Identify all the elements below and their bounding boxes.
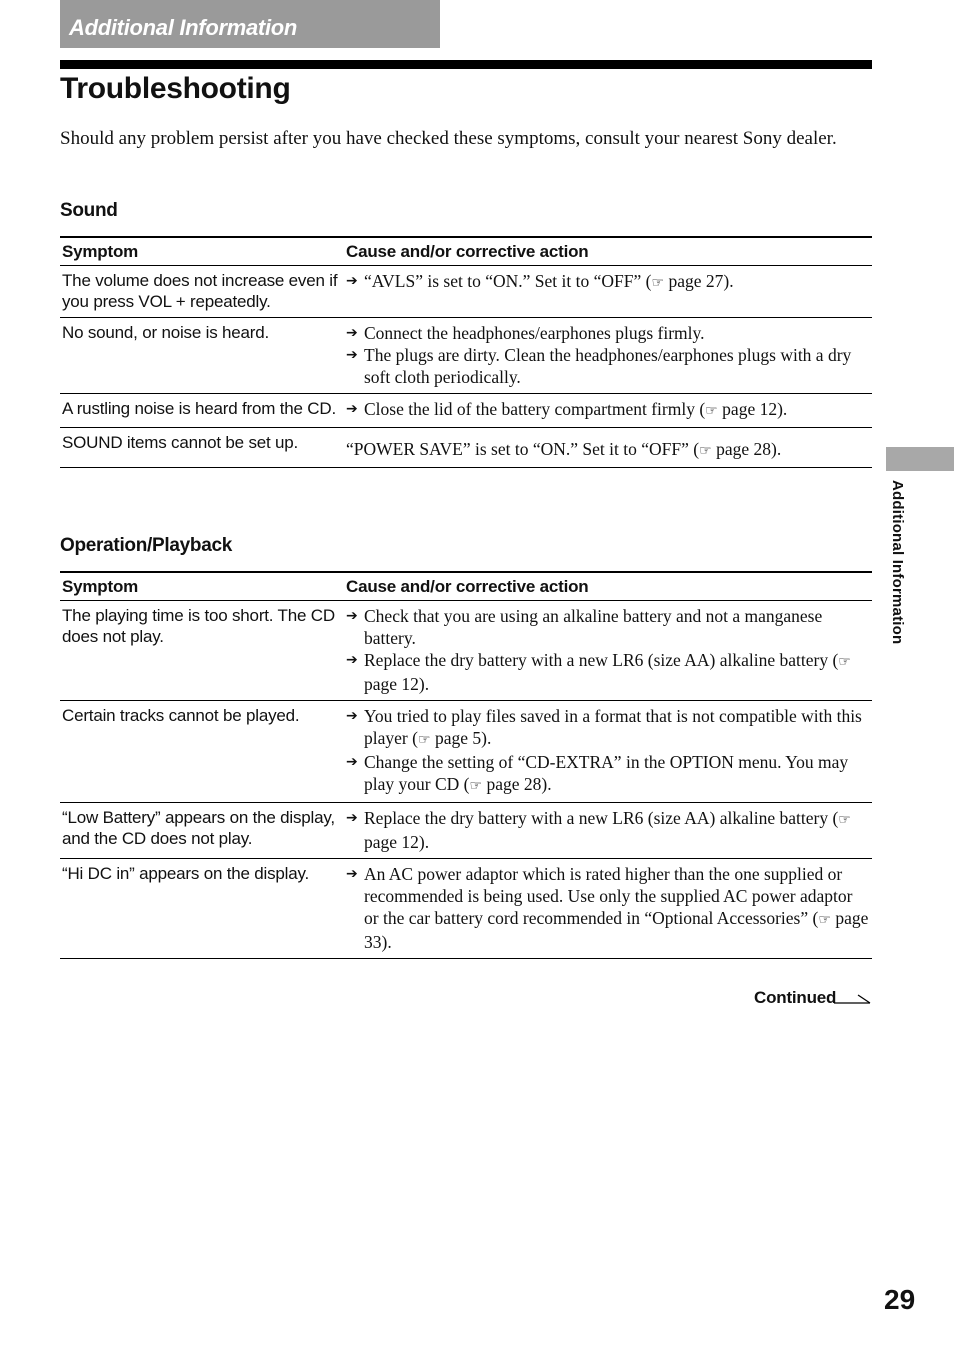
operation-table	[60, 571, 872, 959]
side-thumb-tab	[886, 447, 954, 471]
action-cell	[344, 318, 872, 394]
symptom-cell: The volume does not increase even if you press VOL + repeatedly.	[62, 271, 338, 311]
page-reference: page 12).	[722, 399, 788, 419]
symptom-cell: “Low Battery” appears on the display, and the CD does not play.	[62, 808, 335, 848]
pointing-hand-icon: ☞	[469, 778, 487, 794]
action-cell	[344, 394, 872, 428]
action-text-body: Change the setting of “CD-EXTRA” in the OPTION menu. You may play your CD (	[364, 752, 849, 794]
pointing-hand-icon: ☞	[705, 403, 723, 419]
page-reference: page 5).	[434, 728, 492, 748]
action-item	[346, 605, 870, 649]
action-text	[364, 399, 787, 419]
section-label: Additional Information	[69, 15, 298, 40]
action-cell	[344, 266, 872, 318]
page-reference: page 28).	[486, 774, 552, 794]
action-item	[346, 438, 870, 462]
page-reference: page 33).	[364, 908, 869, 952]
action-item	[346, 270, 870, 294]
action-item	[346, 863, 870, 953]
action-text	[364, 706, 862, 748]
action-item	[346, 649, 870, 695]
action-text-body: Replace the dry battery with a new LR6 (size AA) alkaline battery (	[364, 650, 839, 670]
action-text-body: Close the lid of the battery compartment firmly (	[364, 399, 706, 419]
operation-heading: Operation/Playback	[60, 535, 233, 556]
arrow-right-icon: ➔	[346, 810, 358, 826]
action-text-body: Check that you are using an alkaline battery and not a manganese battery.	[364, 606, 823, 648]
action-text-body: An AC power adaptor which is rated higher than the one supplied or recommended is being used. Use only the supplied AC power adaptor or the car battery cord recommended in “Optional Accessories” (	[364, 864, 853, 928]
action-text	[364, 323, 705, 343]
action-item	[346, 705, 870, 751]
arrow-right-icon: ➔	[346, 273, 358, 289]
table-row	[60, 266, 872, 318]
symptom-cell: Certain tracks cannot be played.	[62, 706, 300, 725]
symptom-column-header: Symptom	[62, 577, 139, 596]
action-cell	[344, 803, 872, 859]
action-text-body: Replace the dry battery with a new LR6 (size AA) alkaline battery (	[364, 808, 839, 828]
action-item	[346, 751, 870, 797]
table-header-row	[60, 572, 872, 601]
action-cell	[344, 701, 872, 803]
intro-paragraph: Should any problem persist after you have checked these symptoms, consult your nearest Sony dealer.	[60, 128, 837, 149]
arrow-right-icon: ➔	[346, 608, 358, 624]
action-text	[364, 271, 734, 291]
symptom-cell: A rustling noise is heard from the CD.	[62, 399, 336, 418]
symptom-cell: SOUND items cannot be set up.	[62, 433, 299, 452]
sound-table	[60, 236, 872, 468]
action-text-body: You tried to play files saved in a format that is not compatible with this player (	[364, 706, 862, 748]
table-row	[60, 394, 872, 428]
action-item	[346, 807, 870, 853]
arrow-right-icon: ➔	[346, 652, 358, 668]
table-row	[60, 859, 872, 959]
action-item	[346, 322, 870, 344]
pointing-hand-icon: ☞	[818, 912, 836, 928]
symptom-cell: “Hi DC in” appears on the display.	[62, 864, 310, 883]
arrow-right-icon: ➔	[346, 754, 358, 770]
pointing-hand-icon: ☞	[651, 275, 669, 291]
action-item	[346, 398, 870, 422]
action-text	[346, 439, 781, 459]
page-reference: page 12).	[364, 832, 430, 852]
action-text	[364, 606, 822, 648]
table-row	[60, 701, 872, 803]
table-header-row	[60, 237, 872, 266]
continued-label: Continued	[754, 988, 837, 1007]
action-text	[364, 345, 851, 387]
title-rule	[60, 60, 872, 69]
action-column-header: Cause and/or corrective action	[346, 242, 589, 261]
action-item	[346, 344, 870, 388]
arrow-right-icon: ➔	[346, 708, 358, 724]
action-text	[364, 864, 868, 952]
action-text	[364, 650, 851, 694]
action-column-header: Cause and/or corrective action	[346, 577, 589, 596]
arrow-right-icon: ➔	[346, 347, 358, 363]
sound-heading: Sound	[60, 200, 118, 221]
action-text	[364, 808, 851, 852]
action-text-body: The plugs are dirty. Clean the headphones/earphones plugs with a dry soft cloth periodically.	[364, 345, 852, 387]
action-text	[364, 752, 848, 794]
page-number: 29	[884, 1284, 916, 1315]
arrow-right-icon: ➔	[346, 401, 358, 417]
symptom-cell: No sound, or noise is heard.	[62, 323, 270, 342]
action-text-body: “AVLS” is set to “ON.” Set it to “OFF” (	[364, 271, 652, 291]
table-row	[60, 601, 872, 701]
side-section-label-text: Additional Information	[889, 480, 906, 645]
action-cell	[344, 601, 872, 701]
action-text-body: Connect the headphones/earphones plugs firmly.	[364, 323, 705, 343]
arrow-right-icon: ➔	[346, 866, 358, 882]
pointing-hand-icon: ☞	[699, 443, 717, 459]
section-tab	[60, 0, 440, 48]
continued-arrow-icon	[834, 993, 872, 1005]
symptom-cell: The playing time is too short. The CD does not play.	[62, 606, 335, 646]
pointing-hand-icon: ☞	[838, 812, 851, 828]
action-cell	[344, 428, 872, 468]
page-reference: page 12).	[364, 674, 430, 694]
page-reference: page 27).	[668, 271, 734, 291]
action-cell	[344, 859, 872, 959]
table-row	[60, 428, 872, 468]
symptom-column-header: Symptom	[62, 242, 139, 261]
table-row	[60, 318, 872, 394]
pointing-hand-icon: ☞	[838, 654, 851, 670]
page-reference: page 28).	[716, 439, 782, 459]
pointing-hand-icon: ☞	[417, 732, 435, 748]
page-title: Troubleshooting	[60, 72, 291, 105]
table-row	[60, 803, 872, 859]
action-text-body: “POWER SAVE” is set to “ON.” Set it to “OFF” (	[346, 439, 700, 459]
side-section-label	[884, 480, 914, 660]
arrow-right-icon: ➔	[346, 325, 358, 341]
